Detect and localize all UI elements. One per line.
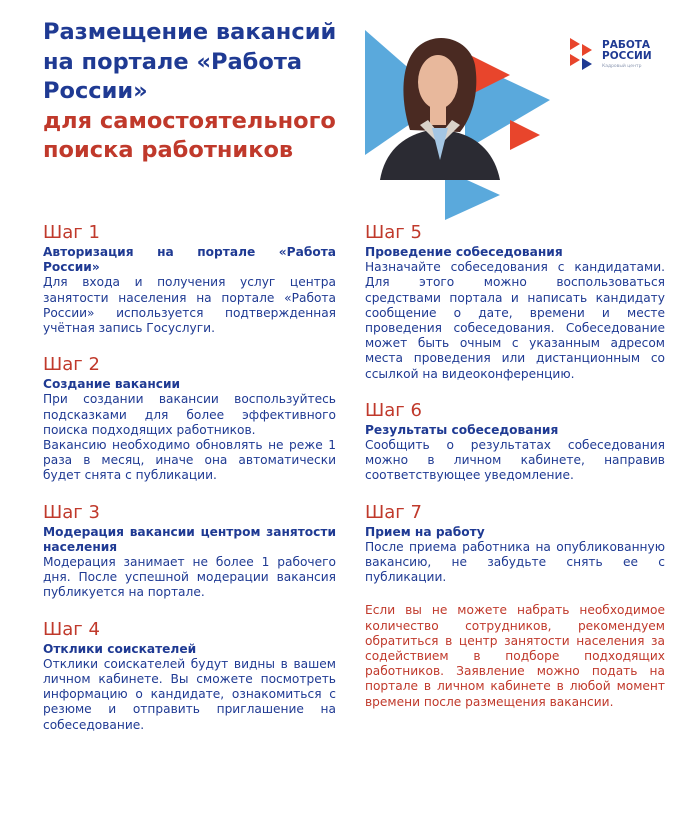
right-column bbox=[365, 222, 665, 710]
step-description: Модерация занимает не более 1 рабочего дня. После успешной модерации вакансия публикуется на портале. bbox=[43, 555, 336, 600]
step-heading: Авторизация на портале «Работа России» bbox=[43, 245, 336, 275]
step-description: При создании вакансии воспользуйтесь подсказками для более эффективного поиска подходящих работников. Вакансию необходимо обновлять не реже 1 раза в месяц, иначе она автоматически будет снята с публикации. bbox=[43, 392, 336, 483]
step-number: Шаг 3 bbox=[43, 501, 100, 523]
step-heading: Создание вакансии bbox=[43, 377, 181, 392]
step-number: Шаг 7 bbox=[365, 501, 422, 523]
step-description: Для входа и получения услуг центра занятости населения на портале «Работа России» используется подтвержденная учётная запись Госуслуги. bbox=[43, 275, 336, 336]
step-number: Шаг 1 bbox=[43, 222, 100, 243]
step-description: Назначайте собеседования с кандидатами. Для этого можно воспользоваться средствами портала и написать кандидату сообщение о дате, времени и месте проведения собеседования. Собеседование может быть очным с указанным адресом места проведения или дистанционным со ссылкой на видеоконференцию. bbox=[365, 260, 665, 381]
step-6 bbox=[365, 400, 665, 484]
step-heading: Отклики соискателей bbox=[43, 641, 197, 656]
hero-illustration bbox=[360, 20, 560, 225]
left-column bbox=[43, 222, 336, 751]
step-heading: Прием на работу bbox=[365, 524, 485, 539]
title-sub: для самостоятельного поиска работников bbox=[43, 107, 336, 163]
step-number: Шаг 4 bbox=[43, 618, 100, 640]
step-heading: Модерация вакансии центром занятости населения bbox=[43, 524, 336, 554]
step-number: Шаг 5 bbox=[365, 222, 422, 243]
triangle-shape bbox=[510, 120, 540, 150]
step-number: Шаг 6 bbox=[365, 399, 422, 421]
title-main: Размещение вакансий на портале «Работа России» bbox=[43, 19, 337, 104]
step-2 bbox=[43, 354, 336, 483]
step-1 bbox=[43, 222, 336, 336]
step-description: Сообщить о результатах собеседования можно в личном кабинете, направив соответствующее уведомление. bbox=[365, 438, 665, 483]
step-description: Отклики соискателей будут видны в вашем личном кабинете. Вы сможете посмотреть информацию о кандидате, ознакомиться с резюме и отправить приглашение на собеседование. bbox=[43, 656, 336, 732]
step-4 bbox=[43, 619, 336, 733]
step-3 bbox=[43, 502, 336, 601]
page-title bbox=[43, 18, 353, 166]
step-description: После приема работника на опубликованную вакансию, не забудьте снять ее с публикации. bbox=[365, 539, 665, 585]
step-heading: Результаты собеседования bbox=[365, 422, 559, 437]
logo-icon bbox=[562, 32, 602, 72]
logo-name: РАБОТА РОССИИ bbox=[602, 39, 652, 62]
step-heading: Проведение собеседования bbox=[365, 245, 563, 259]
step-5 bbox=[365, 222, 665, 382]
logo-tagline: Кадровый центр bbox=[602, 64, 642, 69]
recommendation-note: Если вы не можете набрать необходимое количество сотрудников, рекомендуем обратиться в центр занятости населения за содействием в подборе подходящих работников. Заявление можно подать на портале в личном кабинете в любой момент времени после размещения вакансии. bbox=[365, 603, 665, 709]
step-7 bbox=[365, 502, 665, 586]
step-number: Шаг 2 bbox=[43, 354, 100, 376]
